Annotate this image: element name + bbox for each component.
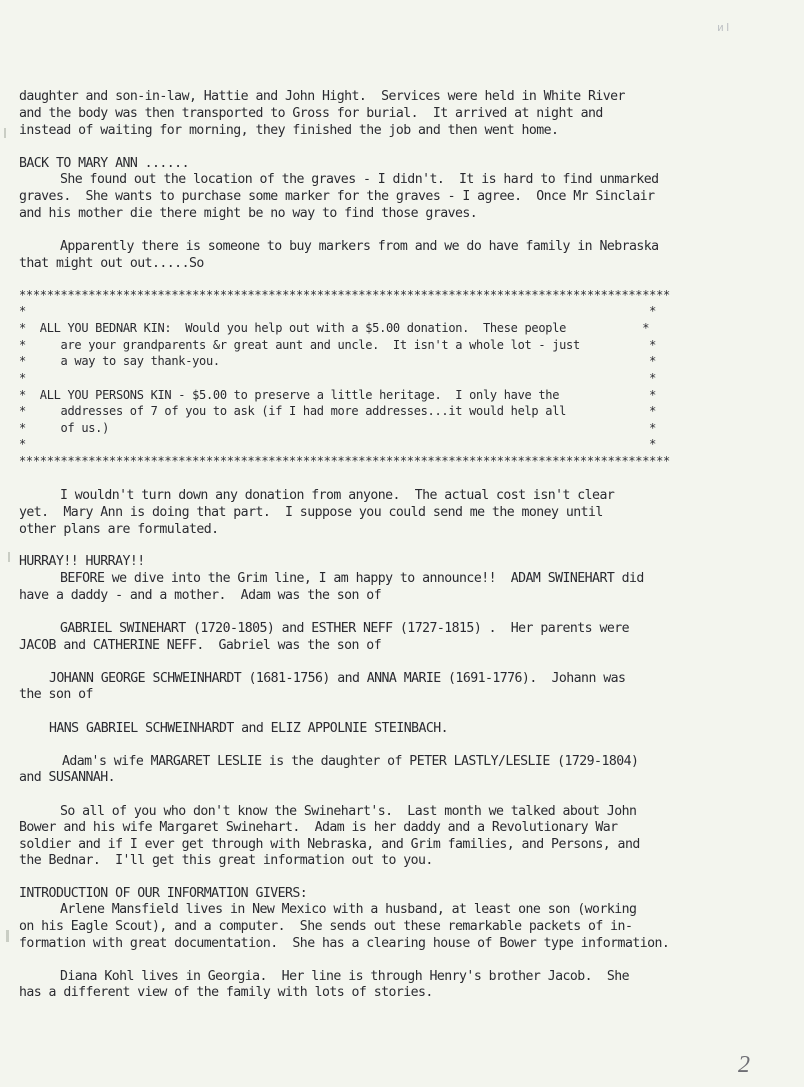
section-heading: HURRAY!! HURRAY!!	[19, 554, 145, 569]
text-line: and his mother die there might be no way to find those graves.	[19, 206, 478, 221]
box-line: * are your grandparents &r great aunt and uncle. It isn't a whole lot - just *	[19, 338, 657, 352]
text-line: Diana Kohl lives in Georgia. Her line is through Henry's brother Jacob. She	[60, 969, 629, 984]
text-line: yet. Mary Ann is doing that part. I suppose you could send me the money until	[19, 505, 603, 520]
text-line: other plans are formulated.	[19, 522, 219, 537]
box-line: * addresses of 7 of you to ask (if I had more addresses...it would help all *	[19, 404, 657, 418]
text-line: and the body was then transported to Gross for burial. It arrived at night and	[19, 106, 603, 121]
box-line: * of us.) *	[19, 421, 657, 435]
text-line: Apparently there is someone to buy markers from and we do have family in Nebraska	[60, 239, 659, 254]
text-line: have a daddy - and a mother. Adam was the son of	[19, 588, 382, 603]
text-line: BEFORE we dive into the Grim line, I am happy to announce!! ADAM SWINEHART did	[60, 571, 644, 586]
text-line: I wouldn't turn down any donation from anyone. The actual cost isn't clear	[60, 488, 615, 503]
text-line: graves. She wants to purchase some marker for the graves - I agree. Once Mr Sinclair	[19, 189, 655, 204]
text-line: formation with great documentation. She has a clearing house of Bower type information.	[19, 936, 670, 951]
text-line: on his Eagle Scout), and a computer. She sends out these remarkable packets of in-	[19, 919, 633, 934]
text-line: HANS GABRIEL SCHWEINHARDT and ELIZ APPOLNIE STEINBACH.	[49, 721, 449, 736]
text-line: the son of	[19, 687, 93, 702]
box-line: * ALL YOU BEDNAR KIN: Would you help out with a $5.00 donation. These people *	[19, 321, 650, 335]
text-line: Bower and his wife Margaret Swinehart. Adam is her daddy and a Revolutionary War	[19, 820, 618, 835]
asterisk-border: **********************************************************************************************	[19, 288, 670, 302]
text-line: So all of you who don't know the Swinehart's. Last month we talked about John	[60, 804, 637, 819]
text-line: JACOB and CATHERINE NEFF. Gabriel was the son of	[19, 638, 382, 653]
box-line: * *	[19, 437, 657, 451]
text-line: daughter and son-in-law, Hattie and John Hight. Services were held in White River	[19, 89, 625, 104]
text-line: GABRIEL SWINEHART (1720-1805) and ESTHER NEFF (1727-1815) . Her parents were	[60, 621, 629, 636]
corner-mark: ᴎ l	[717, 22, 729, 34]
text-line: has a different view of the family with lots of stories.	[19, 985, 433, 1000]
text-line: Arlene Mansfield lives in New Mexico with a husband, at least one son (working	[60, 902, 637, 917]
text-line: Adam's wife MARGARET LESLIE is the daughter of PETER LASTLY/LESLIE (1729-1804)	[62, 754, 639, 769]
text-line: and SUSANNAH.	[19, 770, 116, 785]
box-line: * ALL YOU PERSONS KIN - $5.00 to preserve a little heritage. I only have the *	[19, 388, 657, 402]
text-line: soldier and if I ever get through with Nebraska, and Grim families, and Persons, and	[19, 837, 640, 852]
paper-mark	[6, 930, 9, 942]
asterisk-border: **********************************************************************************************	[19, 454, 670, 468]
box-line: * *	[19, 371, 657, 385]
box-line: * *	[19, 304, 657, 318]
text-line: She found out the location of the graves - I didn't. It is hard to find unmarked	[60, 172, 659, 187]
section-heading: BACK TO MARY ANN ......	[19, 156, 189, 171]
text-line: the Bednar. I'll get this great information out to you.	[19, 853, 433, 868]
paper-mark	[8, 552, 10, 562]
paper-mark	[4, 128, 6, 138]
section-heading: INTRODUCTION OF OUR INFORMATION GIVERS:	[19, 886, 308, 901]
box-line: * a way to say thank-you. *	[19, 354, 657, 368]
page-number: 2	[738, 1052, 750, 1078]
text-line: that might out out.....So	[19, 256, 204, 271]
text-line: JOHANN GEORGE SCHWEINHARDT (1681-1756) and ANNA MARIE (1691-1776). Johann was	[49, 671, 626, 686]
text-line: instead of waiting for morning, they finished the job and then went home.	[19, 123, 559, 138]
